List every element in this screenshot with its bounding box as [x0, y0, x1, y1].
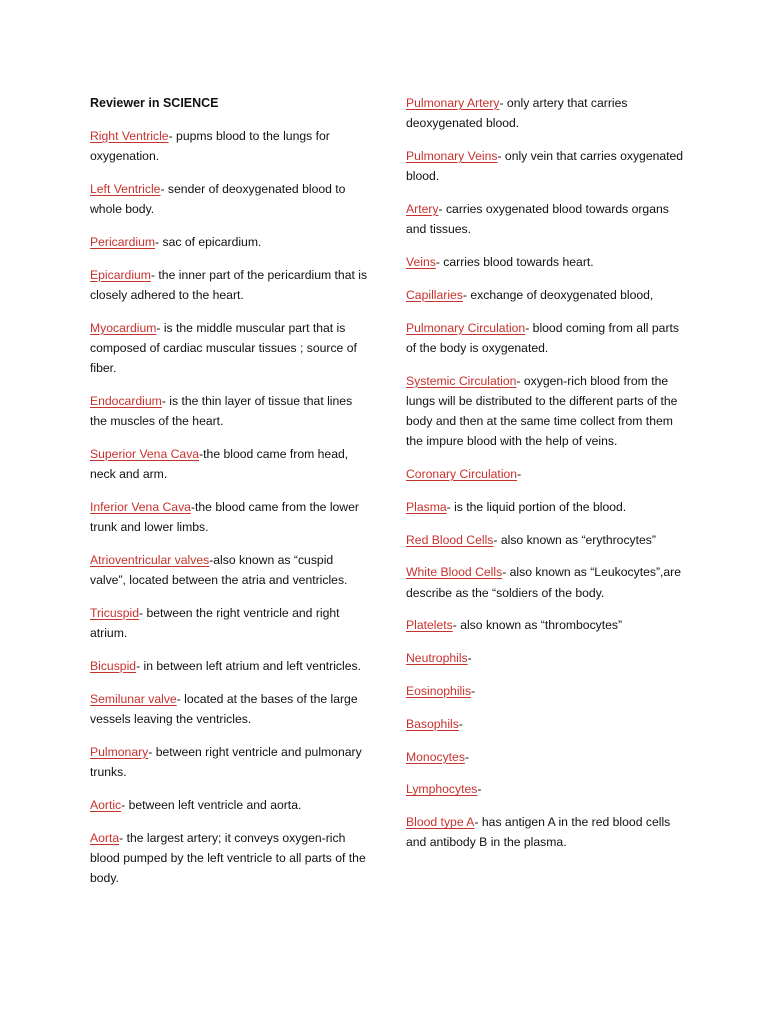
- glossary-term: Eosinophilis: [406, 683, 472, 698]
- glossary-entry: [90, 550, 372, 590]
- glossary-definition: -the blood came from head, neck and arm.: [90, 447, 349, 482]
- glossary-entry: [406, 648, 688, 668]
- glossary-definition: - carries blood towards heart.: [435, 255, 594, 269]
- glossary-entry: [406, 285, 688, 305]
- glossary-entry: [406, 747, 688, 767]
- glossary-term: Systemic Circulation: [406, 373, 517, 388]
- glossary-entry: [406, 779, 688, 799]
- glossary-definition: - the inner part of the pericardium that is closely adhered to the heart.: [90, 267, 368, 302]
- glossary-term: White Blood Cells: [406, 565, 503, 580]
- glossary-term: Artery: [406, 202, 439, 216]
- glossary-term: Platelets: [406, 618, 453, 633]
- glossary-term: Right Ventricle: [90, 129, 169, 143]
- glossary-term: Aortic: [90, 797, 122, 812]
- glossary-term: Superior Vena Cava: [90, 447, 200, 461]
- glossary-term: Neutrophils: [406, 651, 468, 666]
- glossary-term: Basophils: [406, 716, 459, 731]
- glossary-entry: [90, 232, 372, 252]
- glossary-term: Endocardium: [90, 394, 162, 408]
- glossary-entry: [406, 93, 688, 133]
- glossary-entry: [90, 391, 372, 431]
- glossary-entry: [90, 742, 372, 782]
- glossary-definition: - between right ventricle and pulmonary trunks.: [90, 744, 362, 779]
- glossary-entry: [90, 444, 372, 484]
- right-column: [406, 93, 688, 865]
- glossary-entry: [406, 371, 688, 452]
- glossary-term: Coronary Circulation: [406, 467, 518, 481]
- glossary-entry: [406, 681, 688, 701]
- glossary-definition: - carries oxygenated blood towards organs and tissues.: [406, 202, 669, 237]
- glossary-definition: - also known as “erythrocytes”: [493, 532, 656, 547]
- glossary-term: Pulmonary: [90, 744, 149, 759]
- glossary-definition: - in between left atrium and left ventricles.: [136, 659, 361, 673]
- glossary-entry: [406, 464, 688, 484]
- glossary-definition: -: [467, 651, 472, 666]
- glossary-definition: -: [471, 683, 476, 698]
- glossary-entry: [90, 265, 372, 305]
- right-entries-list: [406, 93, 688, 853]
- glossary-term: Pericardium: [90, 235, 156, 249]
- glossary-definition: - only artery that carries deoxygenated blood.: [406, 96, 628, 131]
- glossary-entry: [90, 318, 372, 379]
- glossary-term: Lymphocytes: [406, 782, 478, 797]
- glossary-term: Red Blood Cells: [406, 532, 494, 547]
- glossary-term: Left Ventricle: [90, 182, 161, 196]
- glossary-definition: - exchange of deoxygenated blood,: [462, 287, 654, 302]
- glossary-entry: [90, 828, 372, 889]
- glossary-term: Pulmonary Veins: [406, 149, 498, 163]
- glossary-term: Myocardium: [90, 320, 157, 335]
- glossary-definition: - between left ventricle and aorta.: [121, 797, 302, 812]
- glossary-term: Semilunar valve: [90, 691, 177, 706]
- glossary-definition: -: [464, 749, 469, 764]
- glossary-definition: -: [517, 467, 522, 481]
- glossary-term: Epicardium: [90, 267, 151, 282]
- glossary-definition: - pupms blood to the lungs for oxygenation.: [90, 129, 330, 164]
- glossary-definition: - is the liquid portion of the blood.: [446, 499, 627, 514]
- glossary-term: Pulmonary Artery: [406, 96, 500, 110]
- glossary-definition: - has antigen A in the red blood cells and antibody B in the plasma.: [406, 815, 671, 850]
- glossary-definition: - blood coming from all parts of the body is oxygenated.: [406, 320, 679, 355]
- glossary-definition: - sac of epicardium.: [155, 235, 262, 249]
- glossary-term: Inferior Vena Cava: [90, 500, 191, 514]
- glossary-entry: [90, 603, 372, 643]
- glossary-term: Blood type A: [406, 815, 475, 830]
- left-column: [90, 93, 372, 901]
- glossary-entry: [90, 795, 372, 815]
- glossary-entry: [406, 615, 688, 635]
- glossary-entry: [90, 689, 372, 729]
- glossary-definition: - the largest artery; it conveys oxygen-rich blood pumped by the left ventricle to all parts of the body.: [90, 830, 366, 885]
- glossary-entry: [406, 497, 688, 517]
- glossary-entry: [90, 126, 372, 166]
- glossary-entry: [406, 199, 688, 239]
- glossary-term: Monocytes: [406, 749, 465, 764]
- glossary-entry: [406, 530, 688, 550]
- glossary-term: Tricuspid: [90, 606, 139, 620]
- glossary-definition: - only vein that carries oxygenated blood.: [406, 149, 684, 184]
- glossary-term: Plasma: [406, 499, 447, 514]
- glossary-definition: -the blood came from the lower trunk and lower limbs.: [90, 500, 359, 535]
- glossary-term: Aorta: [90, 830, 120, 845]
- glossary-entry: [406, 146, 688, 186]
- glossary-entry: [90, 497, 372, 537]
- glossary-definition: - between the right ventricle and right atrium.: [90, 606, 340, 641]
- glossary-entry: [90, 179, 372, 219]
- glossary-definition: -also known as “cuspid valve”, located between the atria and ventricles.: [90, 553, 348, 588]
- glossary-term: Pulmonary Circulation: [406, 320, 526, 335]
- glossary-definition: - sender of deoxygenated blood to whole body.: [90, 182, 346, 217]
- glossary-definition: -: [477, 782, 482, 797]
- glossary-entry: [406, 714, 688, 734]
- glossary-term: Veins: [406, 255, 436, 269]
- left-entries-list: [90, 126, 372, 888]
- glossary-term: Bicuspid: [90, 659, 137, 673]
- page-title: Reviewer in SCIENCE: [90, 96, 219, 110]
- glossary-term: Capillaries: [406, 287, 463, 302]
- glossary-definition: - also known as “thrombocytes”: [452, 618, 623, 633]
- glossary-definition: - also known as “Leukocytes”,are describe as the “soldiers of the body.: [406, 565, 682, 600]
- glossary-entry: [406, 812, 688, 852]
- glossary-entry: [90, 656, 372, 676]
- glossary-definition: - is the thin layer of tissue that lines the muscles of the heart.: [90, 394, 353, 429]
- glossary-entry: [406, 562, 688, 602]
- glossary-definition: - is the middle muscular part that is composed of cardiac muscular tissues ; source of fiber.: [90, 320, 357, 376]
- glossary-term: Atrioventricular valves: [90, 553, 210, 567]
- glossary-entry: [406, 252, 688, 272]
- glossary-definition: - oxygen-rich blood from the lungs will be distributed to the different parts of the body and then at the same time collect from them the impure blood with the help of veins.: [406, 373, 678, 449]
- glossary-entry: [406, 318, 688, 358]
- glossary-definition: - located at the bases of the large vessels leaving the ventricles.: [90, 691, 358, 726]
- glossary-definition: -: [458, 716, 463, 731]
